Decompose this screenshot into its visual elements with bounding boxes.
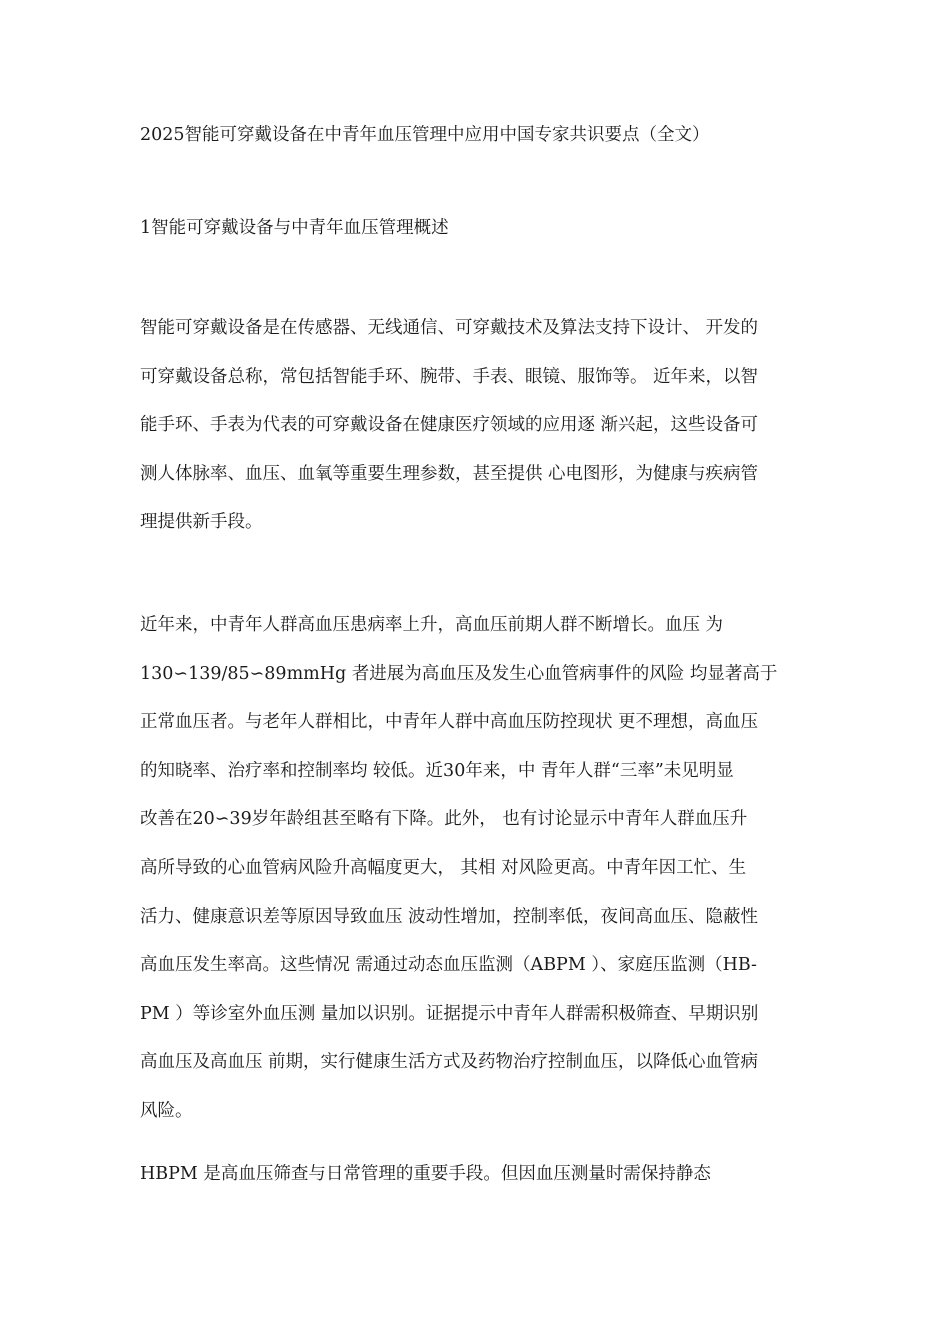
paragraph-line: 理提供新手段。 (140, 512, 263, 533)
paragraph-line: 活力、健康意识差等原因导致血压 波动性增加，控制率低，夜间高血压、隐蔽性 (140, 906, 759, 927)
paragraph-1 (140, 316, 758, 559)
paragraph-line: 风险。 (140, 1100, 193, 1121)
paragraph-line: 测人体脉率、血压、血氧等重要生理参数，甚至提供 心电图形，为健康与疾病管 (140, 463, 759, 484)
paragraph-line: 130∽139/85∽89mmHg 者进展为高血压及发生心血管病事件的风险 均显著高于 (140, 663, 778, 684)
paragraph-line: 高所导致的心血管病风险升高幅度更大， 其相 对风险更高。中青年因工忙、生 (140, 857, 747, 878)
paragraph-line: 可穿戴设备总称，常包括智能手环、腕带、手表、眼镜、服饰等。 近年来，以智 (140, 366, 759, 387)
paragraph-line: 高血压及高血压 前期，实行健康生活方式及药物治疗控制血压，以降低心血管病 (140, 1052, 759, 1073)
paragraph-line: 能手环、手表为代表的可穿戴设备在健康医疗领域的应用逐 渐兴起，这些设备可 (140, 415, 759, 436)
paragraph-line: HBPM 是高血压筛查与日常管理的重要手段。但因血压测量时需保持静态 (140, 1164, 711, 1184)
paragraph-line: 智能可穿戴设备是在传感器、无线通信、可穿戴技术及算法支持下设计、 开发的 (140, 318, 759, 338)
section-heading: 1智能可穿戴设备与中青年血压管理概述 (140, 218, 449, 238)
paragraph-line: PM ）等诊室外血压测 量加以识别。证据提示中青年人群需积极筛查、早期识别 (140, 1003, 759, 1024)
paragraph-line: 的知晓率、治疗率和控制率均 较低。近30年来，中 青年人群“三率”未见明显 (140, 760, 734, 781)
paragraph-line: 高血压发生率高。这些情况 需通过动态血压监测（ABPM ）、家庭压监测（HB- (140, 955, 757, 976)
paragraph-line: 近年来，中青年人群高血压患病率上升，高血压前期人群不断增长。血压 为 (140, 615, 724, 635)
paragraph-line: 正常血压者。与老年人群相比，中青年人群中高血压防控现状 更不理想，高血压 (140, 712, 759, 733)
paragraph-2 (140, 613, 777, 1148)
document-title: 2025智能可穿戴设备在中青年血压管理中应用中国专家共识要点（全文） (140, 125, 710, 145)
paragraph-3 (140, 1162, 711, 1211)
paragraph-line: 改善在20∽39岁年龄组甚至略有下降。此外， 也有讨论显示中青年人群血压升 (140, 809, 748, 830)
